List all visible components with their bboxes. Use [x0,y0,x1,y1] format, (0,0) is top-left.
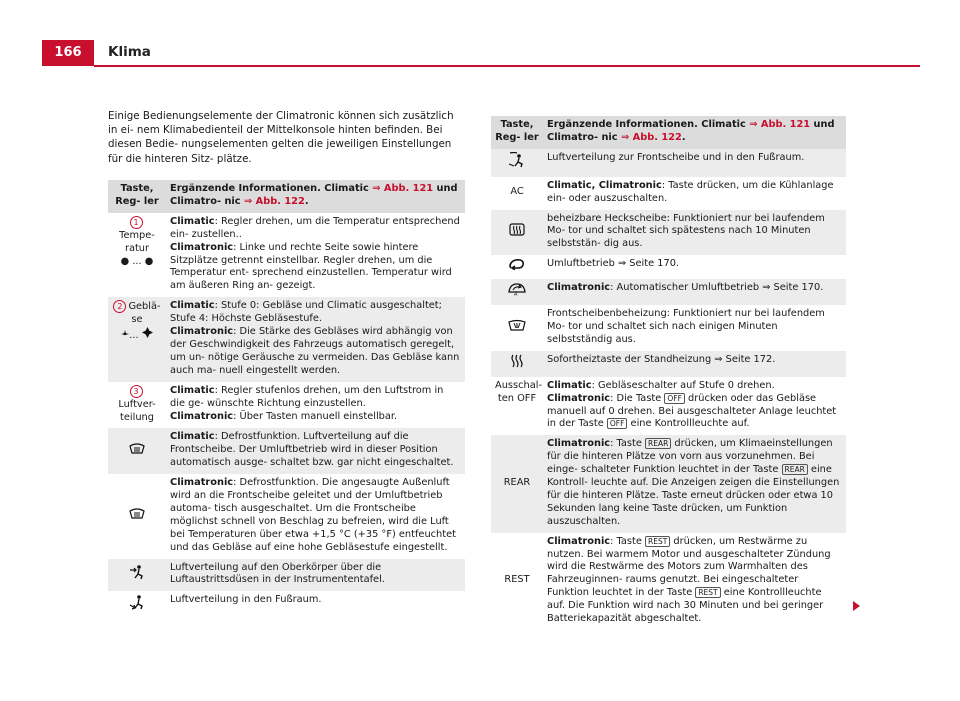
row-description: Climatic: Regler drehen, um die Temperatur entsprechend ein- zustellen.. Climatronic: Linke und rechte Seite sowie hintere Sitzplätze getrennt einstellbar. Regler drehen, um die Temperatur ent- sprechend einzustellen. Temperatur wird am äußeren Ring an- gezeigt. [170,215,460,292]
airflow-windshield-footwell-icon [508,152,526,173]
row-description: beheizbare Heckscheibe: Funktioniert nur bei laufendem Mo- tor und schaltet sich spätestens nach 10 Minuten selbststän- dig aus. [543,210,846,256]
row-key [108,428,166,474]
rear-window-heating-icon [509,223,525,241]
row-key [108,591,166,619]
callout-number: 2 [113,300,126,313]
controls-table-right [491,116,846,630]
intro-paragraph: Einige Bedienungselemente der Climatronic können sich zusätzlich in ei- nem Klimabedienteil der Mittelkonsole hinten befinden. Bei diesen Bedie- nungselementen gelten die jeweiligen Einstellungen für die hinteren Sitz- plätze. [108,110,454,165]
row-description: Luftverteilung auf den Oberkörper über die Luftaustrittsdüsen in der Instrumententafel. [166,559,465,592]
row-key [491,305,543,351]
row-description: Luftverteilung in den Fußraum. [170,594,322,606]
row-description: Luftverteilung zur Frontscheibe und in den Fußraum. [543,149,846,177]
row-key: 3Luftver- teilung [118,386,156,423]
table-row [108,213,465,297]
row-key [108,474,166,558]
table-header-row [108,180,465,213]
rear-key: REAR [782,464,808,475]
row-key: AC [510,186,524,198]
row-key [491,255,543,279]
row-description: Sofortheiztaste der Standheizung ⇒ Seite 172. [543,351,846,377]
table-row [108,428,465,474]
windshield-defrost-icon [129,507,145,524]
row-description: Climatic: Regler stufenlos drehen, um den Luftstrom in die ge- wünschte Richtung einzustellen. Climatronic: Über Tasten manuell einstellbar. [170,384,444,422]
row-description: Climatronic: Defrostfunktion. Die angesaugte Außenluft wird an die Frontscheibe geleitet und der Umluftbetrieb automa- tisch ausgeschaltet. Um die Frontscheibe möglichst schnell von Beschlag zu befreien, wird die Luft bei Temperaturen über etwa +1,5 °C (+35 °F) entfeuchtet und das Gebläse auf eine hohe Gebläsestufe eingestellt. [170,477,456,553]
windshield-heating-icon [508,319,526,336]
chapter-title: Klima [108,44,151,60]
controls-table-left [108,180,465,619]
col-header-info: Ergänzende Informationen. Climatic ⇒ Abb. 121 und Climatro- nic ⇒ Abb. 122. [543,116,846,149]
table-header-row [491,116,846,149]
recirculation-icon [508,258,526,275]
table-row [491,210,846,256]
row-description: Climatic: Stufe 0: Gebläse und Climatic ausgeschaltet; Stufe 4: Höchste Gebläsestufe. Climatronic: Die Stärke des Gebläses wird abhängig von der Geschwindigkeit des Fahrzeugs automatisch geregelt, um un- nötige Geräusche zu vermeiden. Das Gebläse kann auch ma- nuell eingestellt werden. [166,297,465,381]
table-row [491,255,846,279]
rear-key: REAR [645,438,671,449]
row-key [491,351,543,377]
table-row [491,377,846,436]
row-description: Climatic, Climatronic: Taste drücken, um die Kühlanlage ein- oder auszuschalten. [547,179,834,204]
row-key [491,279,543,305]
figure-ref-121[interactable]: ⇒ Abb. 121 [372,183,434,194]
table-row [491,279,846,305]
airflow-upper-body-icon [129,564,145,585]
rest-key: REST [645,536,670,547]
table-row [491,149,846,177]
figure-ref-122[interactable]: ⇒ Abb. 122 [621,131,682,143]
row-key: Ausschal- ten OFF [495,379,542,404]
col-header-key: Taste, Reg- ler [491,116,543,149]
continue-arrow-icon [853,601,860,611]
row-description: Climatronic: Taste REST drücken, um Restwärme zu nutzen. Bei warmem Motor und ausgeschalteter Zündung wird die Restwärme des Motors zum Warmhalten des Fahrzeuginnen- raums genutzt. Bei eingeschalteter Funktion leuchtet in der Taste REST eine Kontrollleuchte auf. Die Funktion wird nach 30 Minuten und bei geringer Batteriekapazität abgeschaltet. [547,535,831,625]
fan-large-icon [142,327,153,343]
row-description: Climatic: Defrostfunktion. Luftverteilung auf die Frontscheibe. Der Umluftbetrieb wird in dieser Position automatisch ausge- schaltet bzw. gar nicht eingeschaltet. [166,428,465,474]
row-key: REAR [491,435,543,532]
table-row [491,435,846,532]
row-description: Umluftbetrieb ⇒ Seite 170. [547,258,680,270]
off-key: OFF [664,393,685,404]
row-key [491,149,543,177]
callout-number: 1 [130,216,143,229]
page-header [0,0,960,68]
row-key: 1Tempe- ratur ● ... ● [119,217,155,267]
table-row [108,297,465,381]
row-key [108,559,166,592]
row-description: Frontscheibenbeheizung: Funktioniert nur bei laufendem Mo- tor und schaltet sich nach einigen Minuten selbstständig aus. [547,308,825,345]
svg-text:A: A [514,291,518,297]
auxiliary-heating-icon [510,354,524,373]
col-header-key: Taste, Reg- ler [108,180,166,213]
table-row [491,305,846,351]
callout-number: 3 [130,385,143,398]
off-key: OFF [607,418,628,429]
rest-key: REST [695,587,720,598]
row-description: Climatronic: Automatischer Umluftbetrieb ⇒ Seite 170. [543,279,846,305]
figure-ref-122[interactable]: ⇒ Abb. 122 [244,195,305,207]
table-row [491,177,846,210]
row-key: 2 Geblä- se ... [108,297,166,381]
airflow-footwell-icon [129,594,145,615]
table-row [108,382,465,429]
windshield-defrost-icon [129,442,145,459]
table-row [108,474,465,558]
figure-ref-121[interactable]: ⇒ Abb. 121 [749,119,811,130]
row-key [491,210,543,256]
table-row [491,351,846,377]
auto-recirculation-icon [507,282,527,301]
table-row [108,559,465,592]
row-description: Climatronic: Taste REAR drücken, um Klimaeinstellungen für die hinteren Plätze von vorn aus vorzunehmen. Bei einge- schalteter Funktion leuchtet in der Taste REAR eine Kontroll- leuchte auf. Die Anzeigen zeigen die Einstellungen für die hinteren Plätze. Taste erneut drücken oder etwa 10 Sekunden lang keine Taste drücken, um Funktion auszuschalten. [543,435,846,532]
table-row [108,591,465,619]
col-header-info: Ergänzende Informationen. Climatic ⇒ Abb. 121 und Climatro- nic ⇒ Abb. 122. [166,180,465,213]
page-number: 166 [42,40,94,66]
table-row [491,533,846,630]
row-description: Climatic: Gebläseschalter auf Stufe 0 drehen. Climatronic: Die Taste OFF drücken oder das Gebläse manuell auf 0 drehen. Bei ausgeschalteter Anlage leuchtet in der Taste OFF eine Kontrollleuchte auf. [547,379,837,430]
row-key: REST [504,574,530,586]
header-rule [94,65,920,67]
temperature-dots-icon: ● ... ● [120,255,154,267]
